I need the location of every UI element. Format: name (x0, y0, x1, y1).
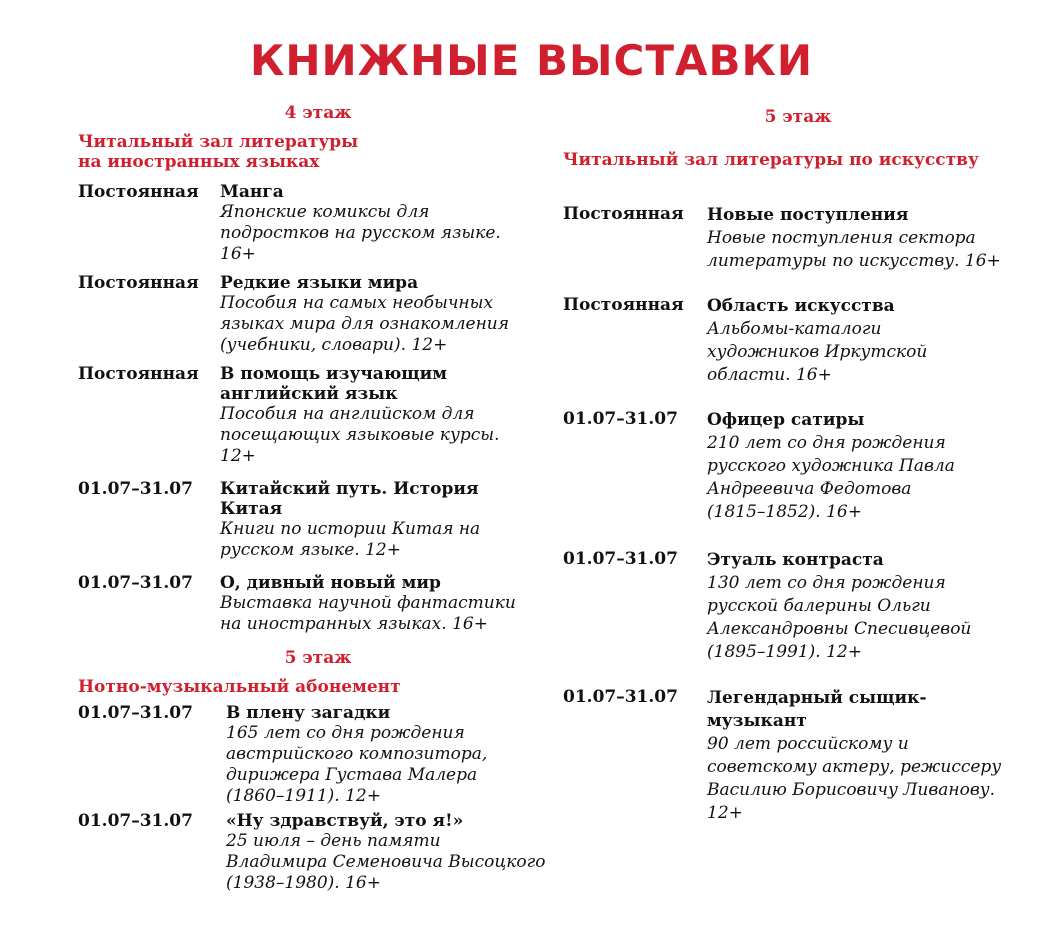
exhibition-entry (78, 573, 558, 635)
exhibition-description: Альбомы-каталоги художников Иркутской области. 16+ (707, 319, 928, 385)
floor-heading: 5 этаж (284, 648, 352, 668)
hall-heading-line: на иностранных языках (78, 152, 320, 172)
exhibition-entry (78, 479, 558, 561)
exhibition-title: Этуаль контраста (707, 550, 884, 570)
exhibition-date: 01.07–31.07 (78, 703, 193, 723)
exhibition-title: Область искусства (707, 296, 895, 316)
exhibition-entry (78, 182, 558, 265)
exhibition-title: О, дивный новый мир (220, 573, 441, 593)
exhibition-title: «Ну здравствуй, это я!» (226, 811, 464, 831)
hall-heading: Читальный зал литературы по искусству (563, 150, 979, 170)
exhibition-description: Новые поступления сектора литературы по искусству. 16+ (707, 228, 1001, 271)
exhibition-description: Книги по истории Китая на русском языке. 12+ (220, 519, 481, 560)
floor-heading: 5 этаж (764, 107, 832, 127)
exhibition-title: Китайский путь. История Китая (220, 479, 479, 519)
exhibition-entry (563, 295, 1033, 387)
exhibition-date: 01.07–31.07 (78, 811, 193, 831)
exhibition-date: Постоянная (78, 273, 199, 293)
exhibition-date: 01.07–31.07 (563, 687, 678, 707)
exhibition-date: Постоянная (563, 295, 684, 315)
page-title: КНИЖНЫЕ ВЫСТАВКИ (249, 36, 814, 85)
exhibition-entry (78, 811, 558, 894)
left-column (78, 102, 558, 894)
exhibition-description: Выставка научной фантастики на иностранных языках. 16+ (220, 593, 516, 634)
hall-heading-line: Читальный зал литературы (78, 132, 359, 152)
floor-heading: 4 этаж (284, 103, 352, 123)
exhibition-title: В помощь изучающим английский язык (220, 364, 448, 404)
exhibition-date: Постоянная (78, 364, 199, 384)
exhibition-date: Постоянная (563, 204, 684, 224)
exhibition-title: Офицер сатиры (707, 410, 865, 430)
exhibition-description: Пособия на самых необычных языках мира для ознакомления (учебники, словари). 12+ (220, 293, 509, 355)
exhibition-description: Пособия на английском для посещающих языковые курсы. 12+ (220, 404, 500, 466)
exhibition-title: Манга (220, 182, 284, 202)
hall-heading (78, 132, 558, 172)
exhibition-date: Постоянная (78, 182, 199, 202)
hall-heading: Нотно-музыкальный абонемент (78, 677, 401, 697)
exhibition-title: Легендарный сыщик- музыкант (707, 688, 927, 731)
right-column (563, 106, 1033, 825)
exhibition-entry (563, 687, 1033, 825)
exhibition-entry (78, 364, 558, 467)
exhibition-date: 01.07–31.07 (78, 573, 193, 593)
exhibition-date: 01.07–31.07 (78, 479, 193, 499)
exhibition-entry (563, 549, 1033, 664)
exhibition-entry (563, 204, 1033, 273)
exhibition-description: Японские комиксы для подростков на русском языке. 16+ (220, 202, 501, 264)
exhibition-entry (78, 273, 558, 356)
exhibition-entry (563, 409, 1033, 524)
exhibition-title: Редкие языки мира (220, 273, 419, 293)
exhibition-description: 90 лет российскому и советскому актеру, режиссеру Василию Борисовичу Ливанову. 12+ (707, 734, 1002, 823)
exhibition-description: 210 лет со дня рождения русского художника Павла Андреевича Федотова (1815–1852). 16+ (707, 433, 955, 522)
exhibition-description: 165 лет со дня рождения австрийского композитора, дирижера Густава Малера (1860–1911). 12+ (226, 723, 488, 806)
exhibition-entry (78, 703, 558, 807)
exhibition-title: Новые поступления (707, 205, 909, 225)
exhibition-title: В плену загадки (226, 703, 391, 723)
exhibition-date: 01.07–31.07 (563, 409, 678, 429)
exhibition-date: 01.07–31.07 (563, 549, 678, 569)
exhibition-description: 130 лет со дня рождения русской балерины Ольги Александровны Спесивцевой (1895–1991). 12+ (707, 573, 972, 662)
exhibition-description: 25 июля – день памяти Владимира Семеновича Высоцкого (1938–1980). 16+ (226, 831, 546, 893)
